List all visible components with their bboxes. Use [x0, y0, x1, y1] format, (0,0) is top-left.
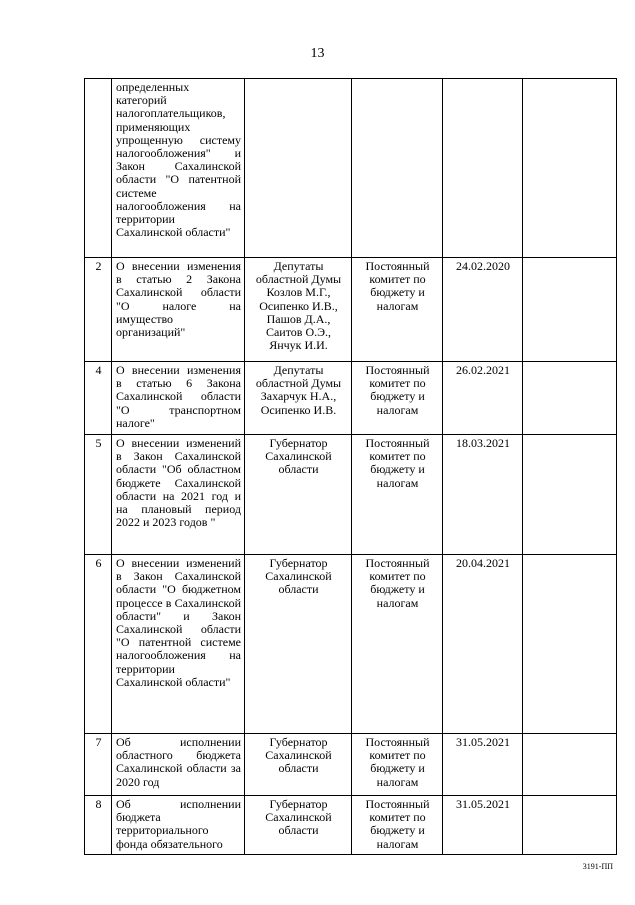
row-number: 7	[85, 734, 112, 796]
bill-title: Об исполнении бюджета территориального фонда обязательного	[112, 796, 245, 855]
bill-initiator	[245, 79, 352, 258]
responsible-committee: Постоянный комитет по бюджету и налогам	[352, 435, 443, 555]
table-row	[85, 79, 617, 258]
extra-cell	[523, 734, 617, 796]
responsible-committee: Постоянный комитет по бюджету и налогам	[352, 555, 443, 734]
page-number: 13	[310, 46, 325, 61]
bill-date: 31.05.2021	[443, 796, 523, 855]
bill-title: определенных категорий налогоплательщиков, применяющих упрощенную систему налогообложения" и Закон Сахалинской области "О патентной системе налогообложения на территории Сахалинской области"	[112, 79, 245, 258]
table-row	[85, 362, 617, 435]
bill-date: 20.04.2021	[443, 555, 523, 734]
bill-date: 18.03.2021	[443, 435, 523, 555]
responsible-committee: Постоянный комитет по бюджету и налогам	[352, 362, 443, 435]
table-row	[85, 796, 617, 855]
bill-title: О внесении изменения в статью 6 Закона Сахалинской области "О транспортном налоге"	[112, 362, 245, 435]
extra-cell	[523, 555, 617, 734]
document-code: 3191-ПП	[582, 862, 613, 871]
row-number: 5	[85, 435, 112, 555]
table-row	[85, 435, 617, 555]
bill-initiator: Губернатор Сахалинской области	[245, 555, 352, 734]
extra-cell	[523, 435, 617, 555]
row-number	[85, 79, 112, 258]
bill-title: О внесении изменений в Закон Сахалинской области "Об областном бюджете Сахалинской области на 2021 год и на плановый период 2022 и 2023 годов "	[112, 435, 245, 555]
extra-cell	[523, 258, 617, 362]
bill-date: 31.05.2021	[443, 734, 523, 796]
row-number: 2	[85, 258, 112, 362]
extra-cell	[523, 796, 617, 855]
row-number: 8	[85, 796, 112, 855]
responsible-committee	[352, 79, 443, 258]
bill-date	[443, 79, 523, 258]
bill-title: О внесении изменения в статью 2 Закона Сахалинской области "О налоге на имущество организаций"	[112, 258, 245, 362]
bill-initiator: Губернатор Сахалинской области	[245, 435, 352, 555]
table-row	[85, 555, 617, 734]
bill-title: Об исполнении областного бюджета Сахалинской области за 2020 год	[112, 734, 245, 796]
extra-cell	[523, 362, 617, 435]
row-number: 4	[85, 362, 112, 435]
responsible-committee: Постоянный комитет по бюджету и налогам	[352, 734, 443, 796]
table-row	[85, 734, 617, 796]
bill-title: О внесении изменений в Закон Сахалинской области "О бюджетном процессе в Сахалинской области" и Закон Сахалинской области "О патентной системе налогообложения на территории Сахалинской области"	[112, 555, 245, 734]
bill-date: 24.02.2020	[443, 258, 523, 362]
row-number: 6	[85, 555, 112, 734]
responsible-committee: Постоянный комитет по бюджету и налогам	[352, 796, 443, 855]
bills-table	[84, 78, 617, 855]
bill-initiator: Депутаты областной Думы Захарчук Н.А., Осипенко И.В.	[245, 362, 352, 435]
bill-initiator: Губернатор Сахалинской области	[245, 796, 352, 855]
responsible-committee: Постоянный комитет по бюджету и налогам	[352, 258, 443, 362]
bill-initiator: Губернатор Сахалинской области	[245, 734, 352, 796]
bill-date: 26.02.2021	[443, 362, 523, 435]
bill-initiator: Депутаты областной Думы Козлов М.Г., Осипенко И.В., Пашов Д.А., Саитов О.Э., Янчук И.И.	[245, 258, 352, 362]
table-row	[85, 258, 617, 362]
extra-cell	[523, 79, 617, 258]
